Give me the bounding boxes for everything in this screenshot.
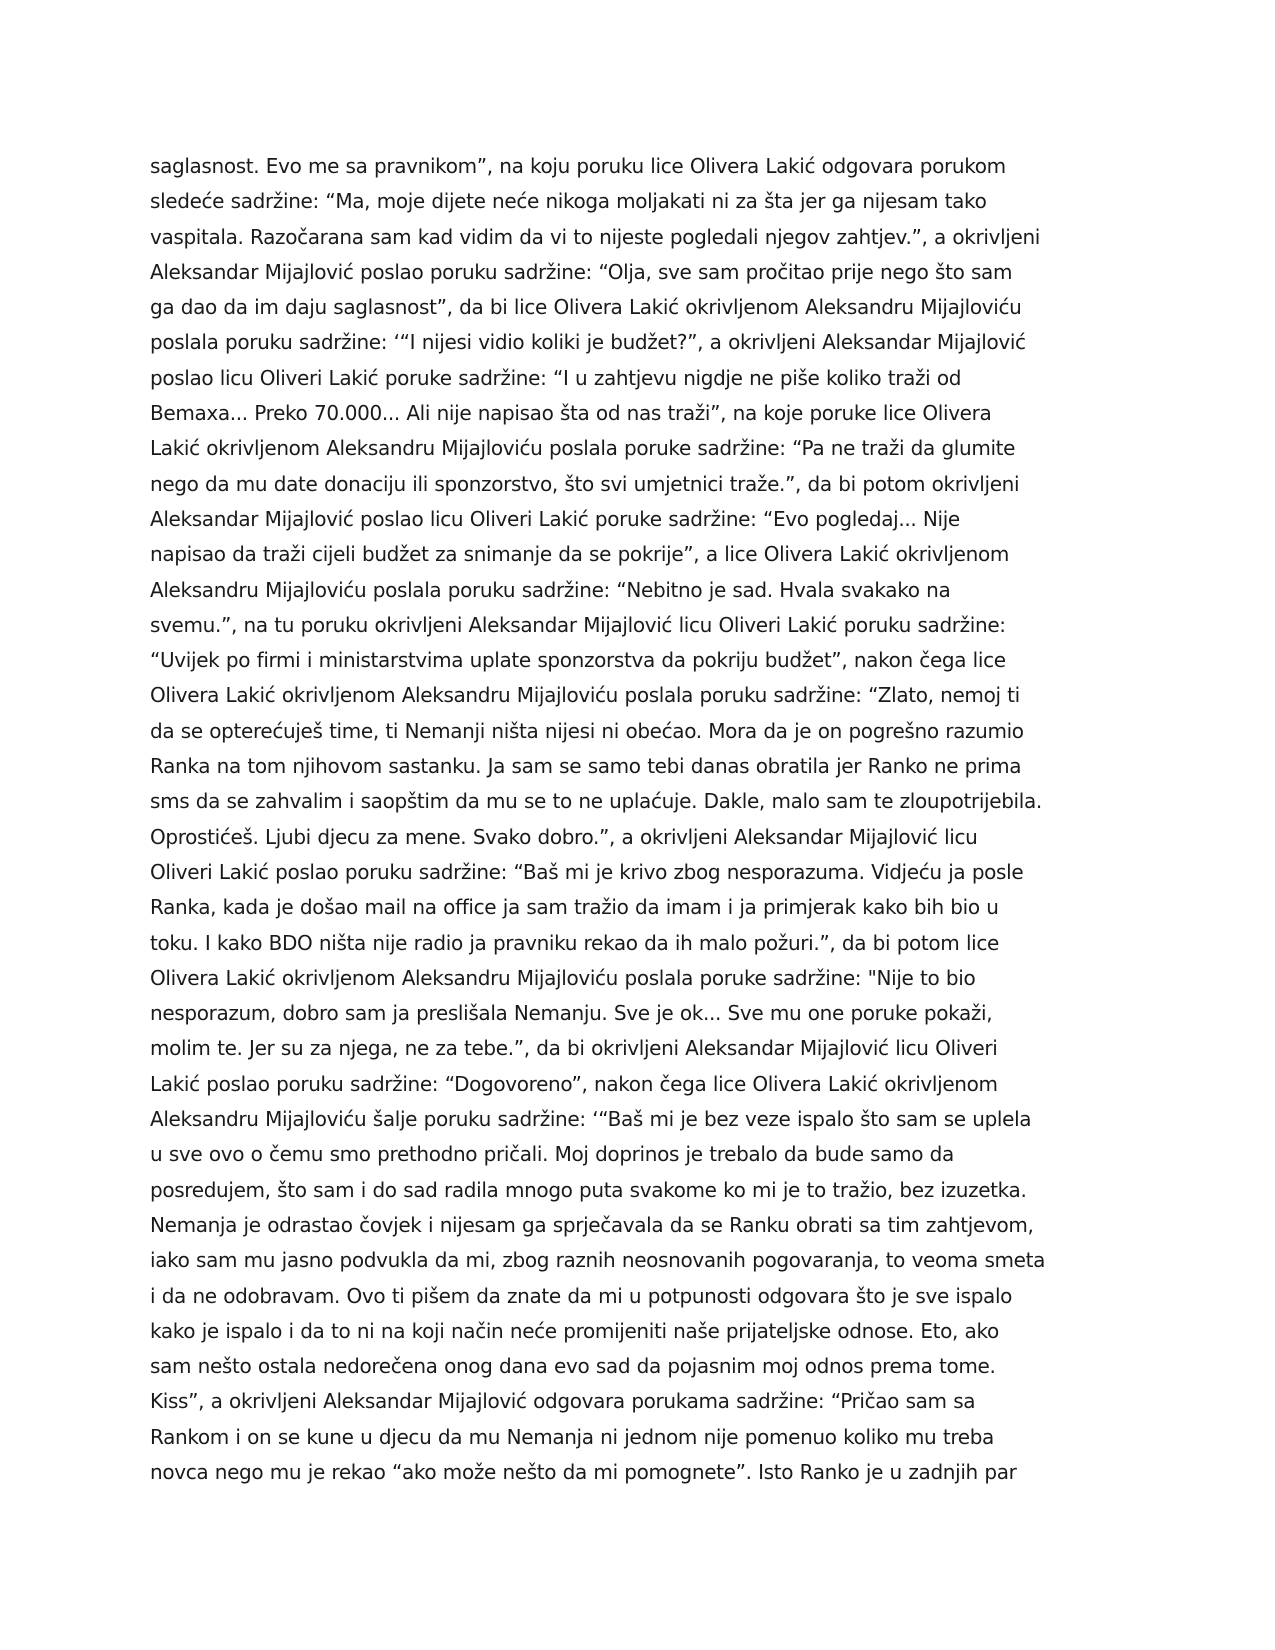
text-line: ga dao da im daju saglasnost”, da bi lice Olivera Lakić okrivljenom Aleksandru Mijajloviću xyxy=(150,295,1022,320)
text-line: svemu.”, na tu poruku okrivljeni Aleksandar Mijajlović licu Oliveri Lakić poruku sadržine: xyxy=(150,612,1006,637)
text-line: Olivera Lakić okrivljenom Aleksandru Mijajloviću poslala poruku sadržine: “Zlato, nemoj ti xyxy=(150,683,1020,708)
text-line: Lakić poslao poruku sadržine: “Dogovoreno”, nakon čega lice Olivera Lakić okrivljenom xyxy=(150,1071,998,1096)
text-line: iako sam mu jasno podvukla da mi, zbog raznih neosnovanih pogovaranja, to veoma smeta xyxy=(150,1248,1045,1273)
text-line: Ranka na tom njihovom sastanku. Ja sam se samo tebi danas obratila jer Ranko ne prima xyxy=(150,754,1022,779)
text-line: Aleksandru Mijajloviću poslala poruku sadržine: “Nebitno je sad. Hvala svakako na xyxy=(150,577,951,602)
text-line: da se opterećuješ time, ti Nemanji ništa nijesi ni obećao. Mora da je on pogrešno razumio xyxy=(150,718,1024,743)
text-line: novca nego mu je rekao “ako može nešto da mi pomognete”. Isto Ranko je u zadnjih par xyxy=(150,1459,1017,1484)
text-line: Aleksandar Mijajlović poslao poruku sadržine: “Olja, sve sam pročitao prije nego što sam xyxy=(150,259,1013,284)
body-paragraph xyxy=(150,149,1130,1490)
text-line: napisao da traži cijeli budžet za snimanje da se pokrije”, a lice Olivera Lakić okrivljenom xyxy=(150,542,1009,567)
text-line: Nemanja je odrastao čovjek i nijesam ga sprječavala da se Ranku obrati sa tim zahtjevom, xyxy=(150,1212,1034,1237)
text-line: Oprostićeš. Ljubi djecu za mene. Svako dobro.”, a okrivljeni Aleksandar Mijajlović licu xyxy=(150,824,978,849)
text-line: poslao licu Oliveri Lakić poruke sadržine: “I u zahtjevu nigdje ne piše koliko traži od xyxy=(150,365,962,390)
text-line: vaspitala. Razočarana sam kad vidim da vi to nijeste pogledali njegov zahtjev.”, a okrivljeni xyxy=(150,224,1040,249)
text-line: u sve ovo o čemu smo prethodno pričali. Moj doprinos je trebalo da bude samo da xyxy=(150,1142,954,1167)
text-line: toku. I kako BDO ništa nije radio ja pravniku rekao da ih malo požuri.”, da bi potom lice xyxy=(150,930,999,955)
text-line: Ranka, kada je došao mail na office ja sam tražio da imam i ja primjerak kako bih bio u xyxy=(150,895,999,920)
text-line: Oliveri Lakić poslao poruku sadržine: “Baš mi je krivo zbog nesporazuma. Vidjeću ja posle xyxy=(150,859,1024,884)
text-line: Rankom i on se kune u djecu da mu Nemanja ni jednom nije pomenuo koliko mu treba xyxy=(150,1424,994,1449)
text-line: Olivera Lakić okrivljenom Aleksandru Mijajloviću poslala poruke sadržine: "Nije to bio xyxy=(150,965,976,990)
text-line: sam nešto ostala nedorečena onog dana evo sad da pojasnim moj odnos prema tome. xyxy=(150,1354,996,1379)
text-line: nego da mu date donaciju ili sponzorstvo, što svi umjetnici traže.”, da bi potom okrivljeni xyxy=(150,471,1020,496)
text-line: sledeće sadržine: “Ma, moje dijete neće nikoga moljakati ni za šta jer ga nijesam tako xyxy=(150,189,987,214)
text-line: Lakić okrivljenom Aleksandru Mijajloviću poslala poruke sadržine: “Pa ne traži da glumite xyxy=(150,436,1016,461)
text-line: Bemaxa... Preko 70.000... Ali nije napisao šta od nas traži”, na koje poruke lice Olivera xyxy=(150,401,992,426)
text-line: poslala poruku sadržine: ‘“I nijesi vidio koliki je budžet?”, a okrivljeni Aleksandar Mijajlović xyxy=(150,330,1026,355)
text-line: saglasnost. Evo me sa pravnikom”, na koju poruku lice Olivera Lakić odgovara porukom xyxy=(150,154,1006,178)
text-line: “Uvijek po firmi i ministarstvima uplate sponzorstva da pokriju budžet”, nakon čega lice xyxy=(150,648,1006,673)
text-line: Kiss”, a okrivljeni Aleksandar Mijajlović odgovara porukama sadržine: “Pričao sam sa xyxy=(150,1389,976,1414)
text-line: kako je ispalo i da to ni na koji način neće promijeniti naše prijateljske odnose. Eto, ako xyxy=(150,1318,999,1343)
text-line: Aleksandru Mijajloviću šalje poruku sadržine: ‘“Baš mi je bez veze ispalo što sam se uplela xyxy=(150,1107,1032,1132)
text-line: molim te. Jer su za njega, ne za tebe.”, da bi okrivljeni Aleksandar Mijajlović licu Oliveri xyxy=(150,1036,998,1061)
text-line: Aleksandar Mijajlović poslao licu Oliveri Lakić poruke sadržine: “Evo pogledaj... Nije xyxy=(150,506,960,531)
text-line: i da ne odobravam. Ovo ti pišem da znate da mi u potpunosti odgovara što je sve ispalo xyxy=(150,1283,1013,1308)
text-line: nesporazum, dobro sam ja preslišala Nemanju. Sve je ok... Sve mu one poruke pokaži, xyxy=(150,1001,993,1026)
text-line: sms da se zahvalim i saopštim da mu se to ne uplaćuje. Dakle, malo sam te zloupotrijebila. xyxy=(150,789,1042,814)
text-line: posredujem, što sam i do sad radila mnogo puta svakome ko mi je to tražio, bez izuzetka. xyxy=(150,1177,1027,1202)
